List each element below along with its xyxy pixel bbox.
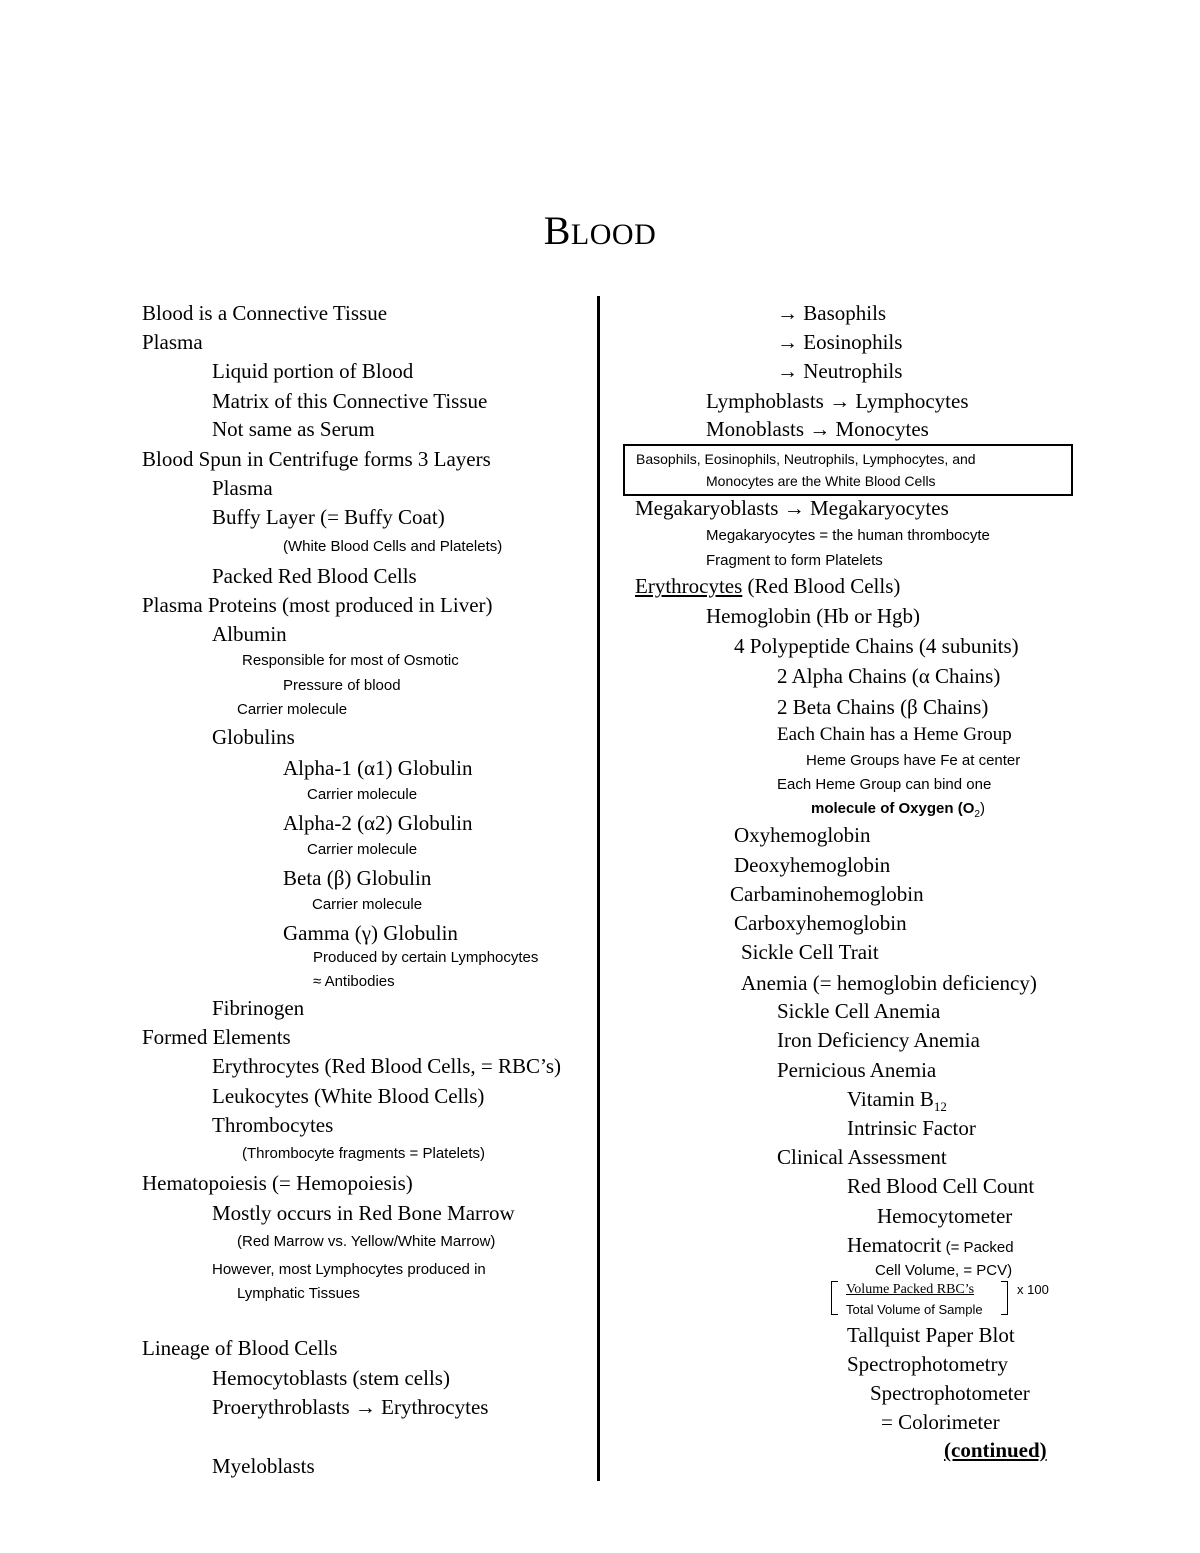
outline-line: However, most Lymphocytes produced in: [212, 1261, 486, 1278]
fraction-numerator: Volume Packed RBC’s: [846, 1282, 975, 1297]
outline-line: Hemoglobin (Hb or Hgb): [706, 604, 921, 628]
continued-label: (continued): [944, 1438, 1047, 1462]
outline-line: Responsible for most of Osmotic: [242, 652, 459, 669]
outline-line: Blood is a Connective Tissue: [142, 301, 388, 325]
outline-line: molecule of Oxygen $(O_2)$: [811, 800, 985, 820]
outline-line: Myeloblasts: [212, 1454, 315, 1478]
outline-line: Tallquist Paper Blot: [847, 1323, 1015, 1347]
fraction-denominator: Total Volume of Sample: [846, 1302, 983, 1317]
outline-line: Beta (β) Globulin: [283, 866, 432, 890]
outline-line: Pressure of blood: [283, 677, 401, 694]
outline-line: Hemocytoblasts (stem cells): [212, 1366, 450, 1390]
outline-line: Proerythroblasts → Erythrocytes: [212, 1395, 489, 1419]
underlined-heading: Erythrocytes: [635, 574, 743, 598]
column-divider: [597, 296, 600, 1481]
outline-line: Sickle Cell Trait: [741, 940, 879, 964]
outline-line: Monoblasts → Monocytes: [706, 417, 929, 441]
outline-line: Hemocytometer: [877, 1204, 1013, 1228]
outline-line: (Red Marrow vs. Yellow/White Marrow): [237, 1233, 496, 1250]
outline-line: Carrier molecule: [312, 896, 423, 913]
outline-line: 2 Beta Chains (β Chains): [777, 695, 989, 719]
outline-line: Oxyhemoglobin: [734, 823, 871, 847]
outline-line: Alpha-2 (α2) Globulin: [283, 811, 473, 835]
outline-line: Formed Elements: [142, 1025, 291, 1049]
outline-line: Iron Deficiency Anemia: [777, 1028, 980, 1052]
outline-line: Spectrophotometer: [870, 1381, 1030, 1405]
outline-line: Spectrophotometry: [847, 1352, 1008, 1376]
white-blood-cells-note-box: [623, 444, 1073, 496]
outline-line: Each Chain has a Heme Group: [777, 724, 1012, 745]
outline-line: Carrier molecule: [237, 701, 348, 718]
outline-line: Plasma: [212, 476, 273, 500]
outline-line: → Basophils: [777, 301, 887, 325]
outline-line: Globulins: [212, 725, 295, 749]
outline-line: Carrier molecule: [307, 786, 418, 803]
outline-line: Blood Spun in Centrifuge forms 3 Layers: [142, 447, 491, 471]
outline-line: Carboxyhemoglobin: [734, 911, 907, 935]
outline-line: Hematocrit (= Packed: [847, 1233, 1014, 1257]
outline-line: Red Blood Cell Count: [847, 1174, 1035, 1198]
outline-line: Megakaryocytes = the human thrombocyte: [706, 527, 990, 544]
outline-line: Lineage of Blood Cells: [142, 1336, 338, 1360]
note-line: Monocytes are the White Blood Cells: [706, 473, 936, 489]
outline-line: → Neutrophils: [777, 359, 903, 383]
outline-line: Pernicious Anemia: [777, 1058, 937, 1082]
outline-line: Carbaminohemoglobin: [730, 882, 924, 906]
outline-line: Leukocytes (White Blood Cells): [212, 1084, 485, 1108]
outline-line: Lymphoblasts → Lymphocytes: [706, 389, 969, 413]
note-line: Basophils, Eosinophils, Neutrophils, Lymphocytes, and: [636, 451, 976, 467]
outline-line: Heme Groups have Fe at center: [806, 752, 1021, 769]
outline-line: Buffy Layer (= Buffy Coat): [212, 505, 445, 529]
outline-line: = Colorimeter: [881, 1410, 1000, 1434]
outline-line: Sickle Cell Anemia: [777, 999, 941, 1023]
right-bracket: [1001, 1281, 1008, 1315]
outline-line: Mostly occurs in Red Bone Marrow: [212, 1201, 515, 1225]
outline-line: Each Heme Group can bind one: [777, 776, 992, 793]
outline-line: (White Blood Cells and Platelets): [283, 538, 503, 555]
fraction-multiplier: x 100: [1017, 1282, 1049, 1297]
outline-line: Erythrocytes (Red Blood Cells): [635, 574, 901, 598]
outline-line: → Eosinophils: [777, 330, 903, 354]
outline-line: Fragment to form Platelets: [706, 552, 883, 569]
outline-line: Plasma: [142, 330, 203, 354]
left-bracket: [831, 1281, 838, 1315]
outline-line: Liquid portion of Blood: [212, 359, 414, 383]
outline-line: Albumin: [212, 622, 287, 646]
outline-line: Clinical Assessment: [777, 1145, 947, 1169]
outline-line: (Thrombocyte fragments = Platelets): [242, 1145, 486, 1162]
outline-line: Carrier molecule: [307, 841, 418, 858]
outline-line: Hematopoiesis (= Hemopoiesis): [142, 1171, 413, 1195]
outline-line: Thrombocytes: [212, 1113, 334, 1137]
outline-line: Intrinsic Factor: [847, 1116, 976, 1140]
outline-line: ≈ Antibodies: [313, 973, 395, 990]
outline-line: Matrix of this Connective Tissue: [212, 389, 488, 413]
outline-line: Produced by certain Lymphocytes: [313, 949, 539, 966]
outline-line: Packed Red Blood Cells: [212, 564, 417, 588]
outline-line: 4 Polypeptide Chains (4 subunits): [734, 634, 1019, 658]
outline-line: Anemia (= hemoglobin deficiency): [741, 971, 1037, 995]
outline-line: Lymphatic Tissues: [237, 1285, 360, 1302]
page-title: BLOOD: [543, 208, 657, 253]
outline-line: Vitamin $B_{12}$: [847, 1087, 947, 1115]
outline-line: Alpha-1 (α1) Globulin: [283, 756, 473, 780]
outline-line: 2 Alpha Chains (α Chains): [777, 664, 1001, 688]
outline-line: Gamma (γ) Globulin: [283, 921, 458, 945]
outline-line: Deoxyhemoglobin: [734, 853, 891, 877]
outline-line: Erythrocytes (Red Blood Cells, = RBC’s): [212, 1054, 561, 1078]
outline-line: Fibrinogen: [212, 996, 305, 1020]
outline-line: Plasma Proteins (most produced in Liver): [142, 593, 493, 617]
outline-line: Megakaryoblasts → Megakaryocytes: [635, 496, 949, 520]
outline-line: Not same as Serum: [212, 417, 375, 441]
outline-line: Cell Volume, = PCV): [875, 1262, 1013, 1279]
